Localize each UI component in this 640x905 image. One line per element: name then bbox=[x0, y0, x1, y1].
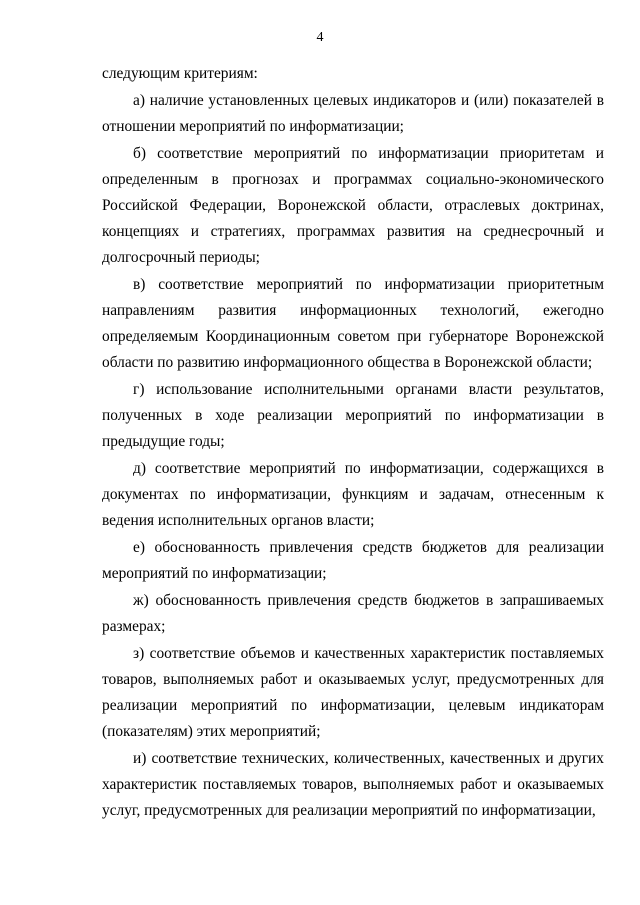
criterion-paragraph bbox=[102, 535, 604, 587]
criteria-list bbox=[102, 88, 604, 824]
text-line: в) соответствие мероприятий по информатизации приоритетным bbox=[133, 276, 604, 293]
text-line: предыдущие годы; bbox=[102, 433, 225, 450]
document-body bbox=[102, 61, 604, 825]
text-line: и) соответствие технических, количественных, качественных и других bbox=[133, 750, 604, 767]
text-line: а) наличие установленных целевых индикаторов и (или) показателей в bbox=[133, 92, 604, 109]
criterion-paragraph bbox=[102, 641, 604, 745]
text-line: концепциях и стратегиях, программах развития на среднесрочный и bbox=[102, 223, 604, 240]
text-line: товаров, выполняемых работ и оказываемых услуг, предусмотренных для bbox=[102, 671, 604, 688]
text-line: Российской Федерации, Воронежской области, отраслевых доктринах, bbox=[102, 197, 604, 214]
text-line: определяемым Координационным советом при губернаторе Воронежской bbox=[102, 328, 604, 345]
page-number: 4 bbox=[316, 30, 324, 45]
text-line: размерах; bbox=[102, 618, 166, 635]
criterion-paragraph bbox=[102, 88, 604, 140]
text-line: документах по информатизации, функциям и задачам, отнесенным к bbox=[102, 486, 604, 503]
criterion-paragraph bbox=[102, 456, 604, 534]
text-line: долгосрочный периоды; bbox=[102, 249, 260, 266]
criterion-paragraph bbox=[102, 746, 604, 824]
text-line: услуг, предусмотренных для реализации мероприятий по информатизации, bbox=[102, 802, 596, 819]
text-line: д) соответствие мероприятий по информатизации, содержащихся в bbox=[133, 460, 604, 477]
lead-line: следующим критериям: bbox=[102, 65, 258, 82]
criterion-paragraph bbox=[102, 588, 604, 640]
text-line: полученных в ходе реализации мероприятий по информатизации в bbox=[102, 407, 604, 424]
text-line: направлениям развития информационных технологий, ежегодно bbox=[102, 302, 604, 319]
text-line: б) соответствие мероприятий по информатизации приоритетам и bbox=[133, 145, 604, 162]
text-line: реализации мероприятий по информатизации, целевым индикаторам bbox=[102, 697, 604, 714]
text-line: характеристик поставляемых товаров, выполняемых работ и оказываемых bbox=[102, 776, 604, 793]
text-line: области по развитию информационного общества в Воронежской области; bbox=[102, 354, 593, 371]
text-line: (показателям) этих мероприятий; bbox=[102, 723, 321, 740]
criterion-paragraph bbox=[102, 141, 604, 271]
text-line: определенным в прогнозах и программах социально-экономического bbox=[102, 171, 604, 188]
text-line: е) обоснованность привлечения средств бюджетов для реализации bbox=[133, 539, 604, 556]
criterion-paragraph bbox=[102, 377, 604, 455]
text-line: ведения исполнительных органов власти; bbox=[102, 512, 375, 529]
criterion-paragraph bbox=[102, 272, 604, 376]
text-line: з) соответствие объемов и качественных характеристик поставляемых bbox=[133, 645, 604, 662]
text-line: отношении мероприятий по информатизации; bbox=[102, 118, 404, 135]
text-line: ж) обоснованность привлечения средств бюджетов в запрашиваемых bbox=[133, 592, 604, 609]
text-line: г) использование исполнительными органами власти результатов, bbox=[133, 381, 604, 398]
text-line: мероприятий по информатизации; bbox=[102, 565, 327, 582]
